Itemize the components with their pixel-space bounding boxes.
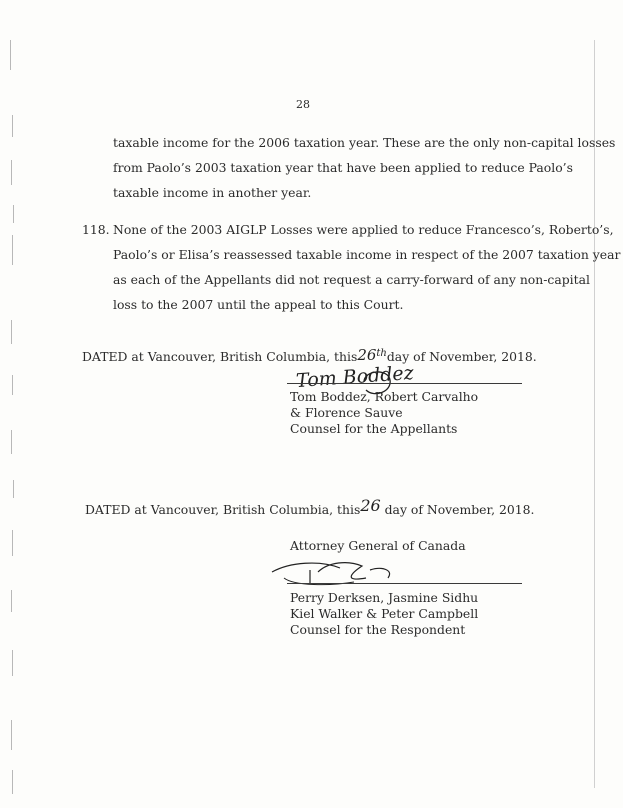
scan-margin-mark — [11, 430, 12, 454]
paragraph-number: 118. — [82, 222, 110, 237]
scan-margin-mark — [12, 770, 13, 794]
scan-margin-mark — [12, 375, 13, 395]
scan-margin-mark — [13, 205, 14, 223]
paragraph-line: taxable income in another year. — [113, 185, 312, 200]
paragraph-line: Paolo’s or Elisa’s reassessed taxable income in respect of the 2007 taxation year — [113, 247, 621, 262]
signatory-line: Tom Boddez, Robert Carvalho — [290, 389, 479, 404]
dated-prefix: DATED at Vancouver, British Columbia, this — [85, 502, 361, 517]
dated-line-appellants — [82, 347, 537, 365]
handwritten-day-suffix: th — [376, 347, 387, 359]
paragraph-line: taxable income for the 2006 taxation year. These are the only non-capital losses — [113, 135, 616, 150]
signatory-line: Counsel for the Appellants — [290, 421, 458, 436]
paragraph-line: from Paolo’s 2003 taxation year that have been applied to reduce Paolo’s — [113, 160, 573, 175]
organization-name: Attorney General of Canada — [290, 538, 466, 553]
scan-right-edge — [594, 40, 595, 788]
signatory-line: Kiel Walker & Peter Campbell — [290, 606, 479, 621]
signature-line — [287, 383, 522, 384]
paragraph-line: loss to the 2007 until the appeal to this Court. — [113, 297, 404, 312]
dated-suffix: day of November, 2018. — [386, 349, 537, 364]
scan-margin-mark — [12, 115, 13, 137]
scan-margin-mark — [12, 530, 13, 556]
signatory-line: Perry Derksen, Jasmine Sidhu — [290, 590, 479, 605]
page-number: 28 — [296, 98, 310, 111]
dated-line-respondent — [85, 496, 535, 518]
scan-margin-mark — [11, 590, 12, 612]
scan-margin-mark — [12, 650, 13, 676]
scan-margin-mark — [11, 160, 12, 185]
scan-margin-mark — [12, 235, 13, 265]
signatory-line: & Florence Sauve — [290, 405, 403, 420]
signature-respondent — [270, 550, 410, 595]
dated-prefix: DATED at Vancouver, British Columbia, this — [82, 349, 358, 364]
scan-margin-mark — [10, 40, 11, 70]
scan-margin-mark — [11, 320, 12, 344]
signature-appellants: Tom Boddez — [295, 361, 415, 393]
handwritten-day: 26 — [360, 496, 381, 515]
scan-margin-mark — [11, 720, 12, 750]
dated-suffix: day of November, 2018. — [384, 502, 535, 517]
signature-line — [287, 583, 522, 584]
scan-margin-mark — [13, 480, 14, 498]
paragraph-line: as each of the Appellants did not request a carry-forward of any non-capital — [113, 272, 590, 287]
paragraph-line: None of the 2003 AIGLP Losses were applied to reduce Francesco’s, Roberto’s, — [113, 222, 614, 237]
handwritten-day: 26 — [357, 346, 377, 364]
signatory-line: Counsel for the Respondent — [290, 622, 466, 637]
